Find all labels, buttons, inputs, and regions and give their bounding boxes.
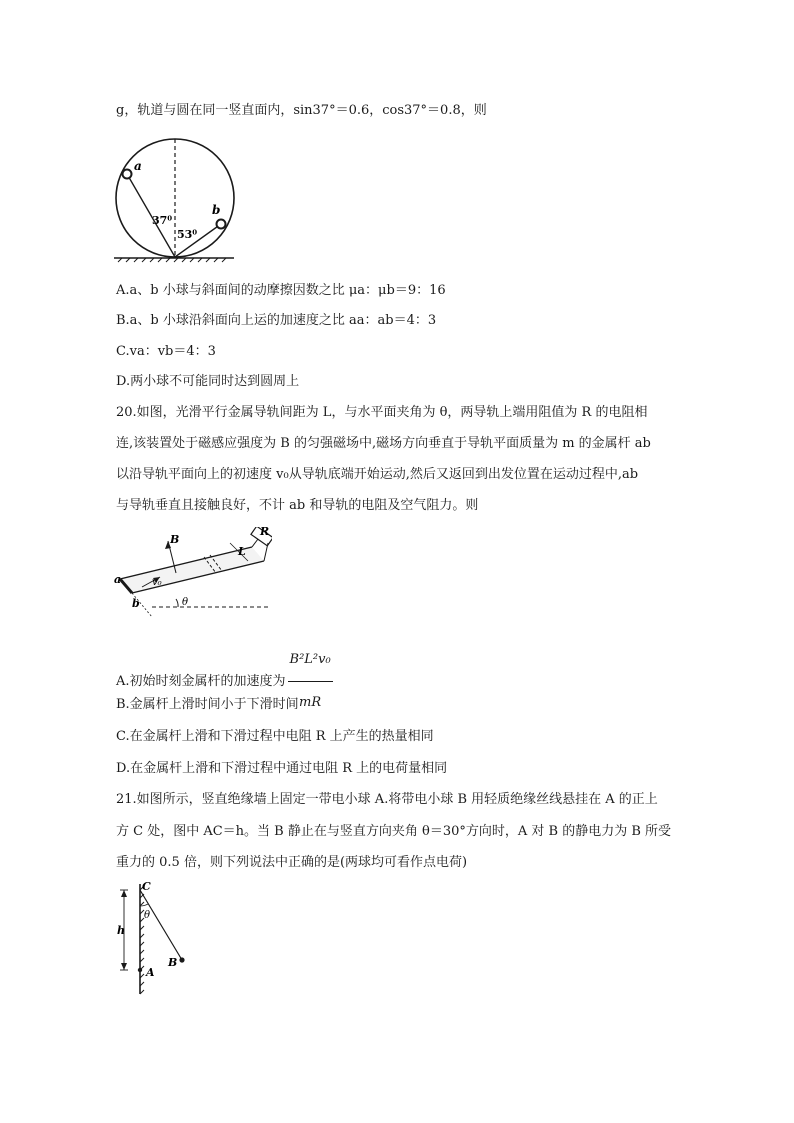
q19-option-c: C.va：vb＝4：3 (116, 344, 216, 359)
label-a: a (134, 159, 142, 173)
label-C: C (142, 880, 151, 893)
label-L: L (238, 545, 246, 558)
q20-stem-line-3: 以沿导轨平面向上的初速度 v₀从导轨底端开始运动,然后又返回到出发位置在运动过程中,ab (116, 467, 639, 482)
q21-stem-line-2: 方 C 处，图中 AC＝h。当 B 静止在与竖直方向夹角 θ＝30°方向时，A 对 B 的静电力为 B 所受 (116, 824, 672, 839)
wall-pendulum-figure (110, 880, 200, 998)
label-b: b (212, 203, 221, 217)
circle-incline-figure (112, 136, 248, 264)
label-v0: v₀ (152, 577, 162, 588)
q21-stem-line-3: 重力的 0.5 倍，则下列说法中正确的是(两球均可看作点电荷) (116, 855, 468, 870)
angle-37-label: 37⁰ (152, 214, 173, 227)
label-theta-wall: θ (144, 910, 151, 921)
label-h: h (117, 924, 125, 937)
q20-option-b: B.金属杆上滑时间小于下滑时间 (116, 697, 299, 712)
angle-53-label: 53⁰ (177, 228, 198, 241)
label-B-ball: B (168, 956, 178, 969)
q20-stem-line-4: 与导轨垂直且接触良好，不计 ab 和导轨的电阻及空气阻力。则 (116, 498, 479, 513)
q19-option-d: D.两小球不可能同时达到圆周上 (116, 374, 300, 389)
fraction-numerator: B²L²v₀ (288, 640, 333, 682)
inclined-rails-figure (112, 527, 272, 623)
q20-option-a-prefix: A.初始时刻金属杆的加速度为 (116, 674, 286, 689)
q20-stem-line-2: 连,该装置处于磁感应强度为 B 的匀强磁场中,磁场方向垂直于导轨平面质量为 m 的金属杆 ab (116, 436, 651, 451)
q20-option-c: C.在金属杆上滑和下滑过程中电阻 R 上产生的热量相同 (116, 729, 434, 744)
label-R: R (260, 527, 270, 538)
fraction-denominator: mR (299, 695, 322, 710)
q20-option-d: D.在金属杆上滑和下滑过程中通过电阻 R 上的电荷量相同 (116, 761, 448, 776)
label-rod-b: b (132, 597, 140, 610)
label-rod-a: a (114, 573, 122, 586)
label-B-field: B (170, 533, 180, 546)
label-theta-incline: θ (182, 597, 189, 608)
q21-stem-line-1: 21.如图所示，竖直绝缘墙上固定一带电小球 A.将带电小球 B 用轻质绝缘丝线悬挂在 A 的正上 (116, 792, 658, 807)
q19-option-a: A.a、b 小球与斜面间的动摩擦因数之比 μa：μb＝9：16 (116, 283, 446, 298)
q19-option-b: B.a、b 小球沿斜面向上运的加速度之比 aa：ab＝4：3 (116, 313, 437, 328)
q20-stem-line-1: 20.如图，光滑平行金属导轨间距为 L，与水平面夹角为 θ，两导轨上端用阻值为 R 的电阻相 (116, 405, 648, 420)
label-A: A (146, 966, 155, 979)
intro-line: g，轨道与圆在同一竖直面内，sin37°＝0.6，cos37°＝0.8，则 (116, 103, 487, 118)
